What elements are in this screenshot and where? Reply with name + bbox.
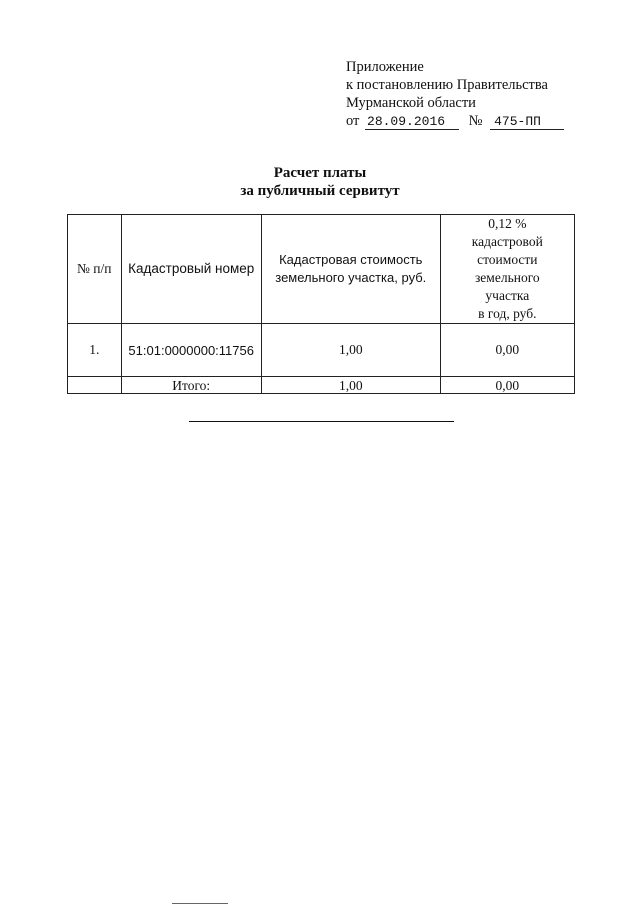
document-subtitle: за публичный сервитут	[240, 183, 400, 199]
table-row	[68, 324, 575, 377]
header-cadastral-value	[261, 215, 440, 324]
document-title: Расчет платы	[273, 165, 367, 181]
header-num: № п/п	[68, 215, 122, 324]
row-cadastral-number: 51:01:0000000:11756	[121, 324, 261, 377]
page-footer-mark	[172, 903, 228, 904]
appendix-line-2: к постановлению Правительства	[346, 77, 548, 93]
totals-cadastral-value: 1,00	[261, 377, 440, 394]
from-label: от	[346, 113, 360, 129]
totals-label: Итого:	[121, 377, 261, 394]
appendix-header	[346, 58, 596, 130]
header-fee-line-2: кадастровой	[471, 234, 543, 249]
header-fee-line-6: в год, руб.	[478, 306, 537, 321]
header-fee	[440, 215, 574, 324]
number-label: №	[468, 113, 483, 129]
row-num: 1.	[68, 324, 122, 377]
header-fee-line-3: стоимости	[477, 252, 538, 267]
header-fee-line-1: 0,12 %	[488, 216, 527, 231]
header-cadastral-number: Кадастровый номер	[121, 215, 261, 324]
row-fee: 0,00	[440, 324, 574, 377]
resolution-number: 475-ПП	[490, 115, 564, 130]
table-header-row	[68, 215, 575, 324]
appendix-line-3: Мурманской области	[346, 95, 476, 111]
fee-calculation-table	[67, 214, 575, 394]
totals-row	[68, 377, 575, 394]
totals-fee: 0,00	[440, 377, 574, 394]
appendix-line-1: Приложение	[346, 59, 424, 75]
closing-divider	[189, 421, 454, 422]
header-fee-line-5: участка	[485, 288, 530, 303]
appendix-date-line	[346, 112, 596, 130]
resolution-date: 28.09.2016	[365, 115, 459, 130]
header-fee-line-4: земельного	[474, 270, 540, 285]
header-cadastral-value-line-1: Кадастровая стоимость	[279, 252, 423, 267]
totals-empty-cell	[68, 377, 122, 394]
header-cadastral-value-line-2: земельного участка, руб.	[275, 270, 427, 285]
row-cadastral-value: 1,00	[261, 324, 440, 377]
